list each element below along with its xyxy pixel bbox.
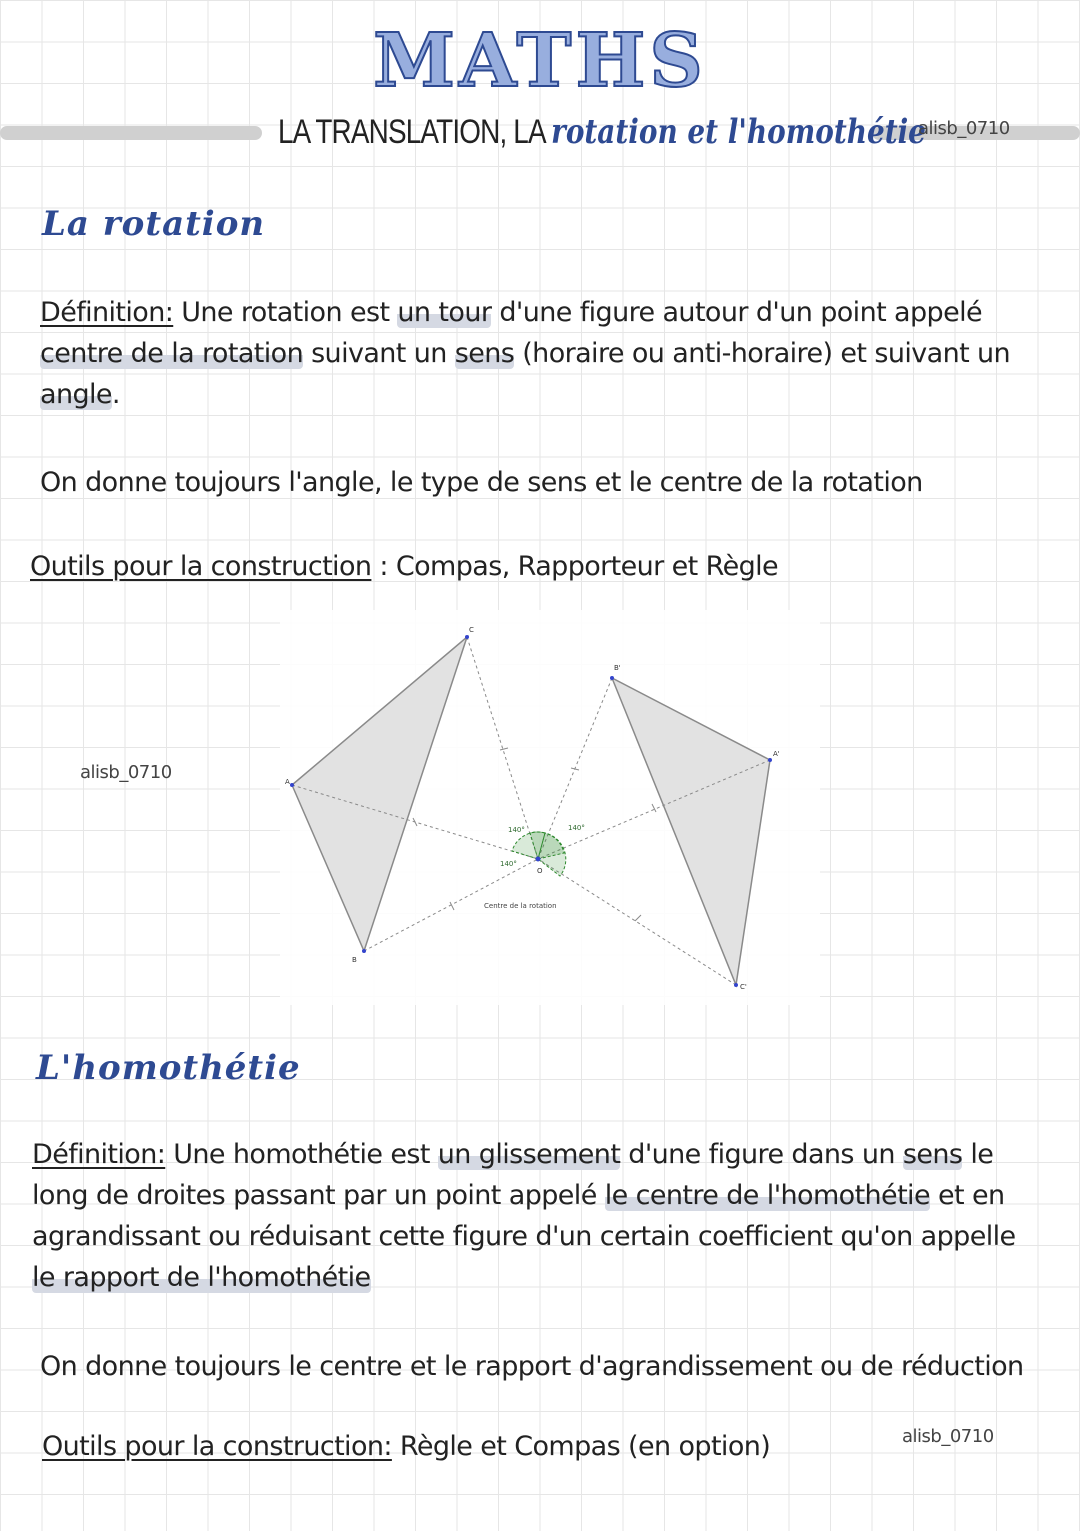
definition-text: et en agrandissant ou réduisant cette figure d'un certain coefficient qu'on appelle <box>32 1180 1016 1252</box>
header-bar-left <box>0 126 262 140</box>
definition-text: le long de droites passant par un point appelé <box>32 1139 994 1211</box>
highlight-term: le centre de l'homothétie <box>604 1180 930 1211</box>
homothety-heading: L'homothétie <box>36 1048 301 1088</box>
page-title: MATHS <box>373 18 707 104</box>
definition-label: Définition: <box>40 297 174 328</box>
figure-watermark: alisb_0710 <box>80 762 172 783</box>
triangle-abc <box>292 637 467 951</box>
highlight-term: sens <box>454 338 515 369</box>
highlight-term: sens <box>902 1139 963 1170</box>
highlight-term: le rapport de l'homothétie <box>32 1262 371 1293</box>
highlight-term: centre de la rotation <box>40 338 304 369</box>
definition-text: Une homothétie est <box>165 1139 438 1170</box>
definition-text: Une rotation est <box>173 297 398 328</box>
rotation-diagram <box>280 610 820 1005</box>
label-c: C <box>469 626 474 634</box>
tools-label: Outils pour la construction <box>30 551 372 582</box>
homothety-definition <box>32 1134 1022 1298</box>
point-o <box>536 857 541 862</box>
subtitle-script: rotation et l'homothétie <box>551 112 926 152</box>
homothety-note: On donne toujours le centre et le rapport d'agrandissement ou de réduction <box>40 1351 1024 1382</box>
point-a2 <box>768 758 772 762</box>
tick-mark <box>450 902 454 910</box>
point-a <box>290 783 294 787</box>
definition-label: Définition: <box>32 1139 166 1170</box>
header-watermark: alisb_0710 <box>918 118 1010 139</box>
tools-value: : Compas, Rapporteur et Règle <box>371 551 779 582</box>
label-c2: C' <box>740 983 747 991</box>
highlight-term: un tour <box>397 297 492 328</box>
segment-oc <box>467 637 538 859</box>
homothety-tools <box>42 1426 770 1467</box>
definition-text: d'une figure autour d'un point appelé <box>491 297 982 328</box>
point-b <box>362 949 366 953</box>
triangle-a2b2c2 <box>612 678 770 985</box>
tick-mark <box>500 748 508 750</box>
rotation-note: On donne toujours l'angle, le type de sens et le centre de la rotation <box>40 467 923 498</box>
rotation-tools <box>30 546 778 587</box>
angle-label: 140° <box>568 824 585 832</box>
point-b2 <box>610 676 614 680</box>
tick-mark <box>652 804 656 812</box>
highlight-term: un glissement <box>437 1139 621 1170</box>
definition-text: (horaire ou anti-horaire) et suivant un <box>514 338 1011 369</box>
subtitle-plain: LA TRANSLATION, LA <box>278 113 552 151</box>
tools-value: Règle et Compas (en option) <box>391 1431 771 1462</box>
tick-mark <box>635 915 641 921</box>
label-a: A <box>285 778 290 786</box>
label-a2: A' <box>773 750 780 758</box>
label-b2: B' <box>614 664 621 672</box>
label-b: B <box>352 956 357 964</box>
label-o: O <box>537 867 543 875</box>
rotation-figure <box>280 610 820 1005</box>
angle-label: 140° <box>508 826 525 834</box>
center-caption: Centre de la rotation <box>484 902 557 910</box>
definition-text: suivant un <box>303 338 455 369</box>
page-subtitle <box>278 112 926 152</box>
definition-text: . <box>111 379 120 410</box>
highlight-term: angle <box>40 379 112 410</box>
point-c <box>465 635 469 639</box>
angle-label: 140° <box>500 860 517 868</box>
definition-text: d'une figure dans un <box>620 1139 903 1170</box>
rotation-heading: La rotation <box>42 204 266 244</box>
rotation-definition <box>40 292 1030 415</box>
point-c2 <box>734 983 738 987</box>
tools-label: Outils pour la construction: <box>42 1431 392 1462</box>
footer-watermark: alisb_0710 <box>902 1426 994 1447</box>
